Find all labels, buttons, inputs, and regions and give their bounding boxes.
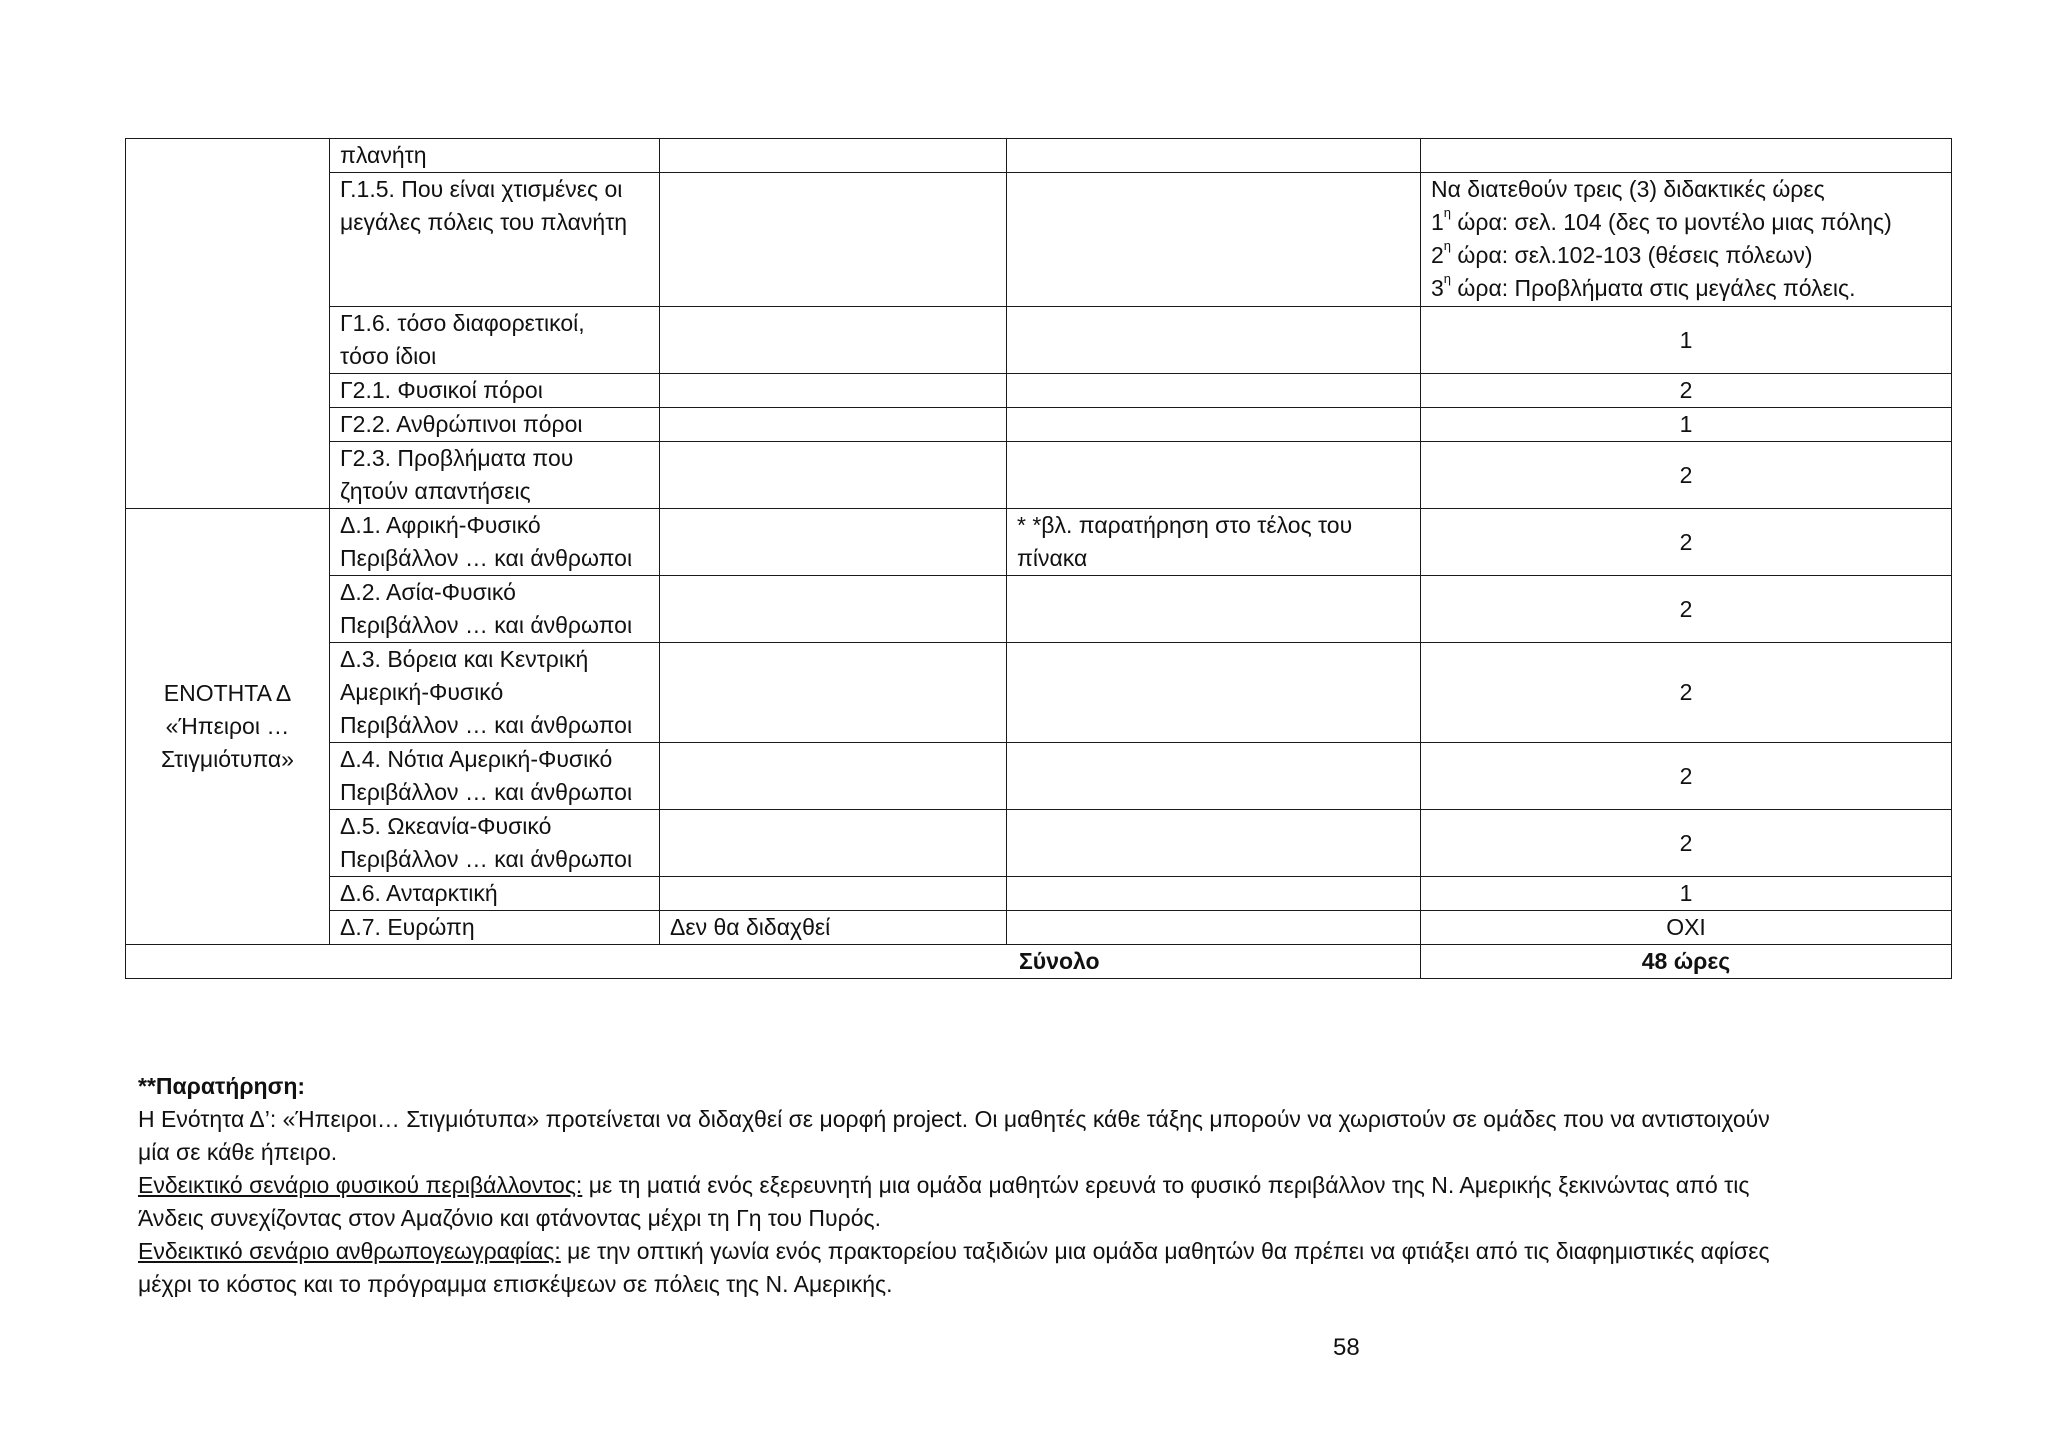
- hours-cell: 2: [1421, 576, 1952, 643]
- notes-cell: [660, 374, 1007, 408]
- remark-line: πίνακα: [1017, 545, 1088, 571]
- remarks-cell: [1007, 576, 1421, 643]
- topic-line: Γ1.6. τόσο διαφορετικοί,: [340, 310, 585, 336]
- remarks-cell: [1007, 877, 1421, 911]
- topic-cell: [330, 173, 660, 307]
- remarks-cell: [1007, 374, 1421, 408]
- table-row: [126, 173, 1952, 307]
- topic-cell: [330, 643, 660, 743]
- topic-cell: Δ.6. Ανταρκτική: [330, 877, 660, 911]
- notes-cell: [660, 173, 1007, 307]
- topic-line: Γ.1.5. Που είναι χτισμένες οι: [340, 176, 623, 202]
- topic-line: Δ.2. Ασία-Φυσικό: [340, 579, 516, 605]
- hours-cell: 1: [1421, 307, 1952, 374]
- table-row: [126, 743, 1952, 810]
- remarks-cell: [1007, 509, 1421, 576]
- hours-line-3: $3^\eta$ ώρα: Προβλήματα στις μεγάλες πόλεις.: [1431, 271, 1856, 301]
- unit-d-subtitle: Στιγμιότυπα»: [161, 746, 294, 772]
- hours-cell: 1: [1421, 877, 1952, 911]
- remarks-cell: [1007, 743, 1421, 810]
- notes-cell: [660, 442, 1007, 509]
- notes-cell: [660, 139, 1007, 173]
- topic-cell: [330, 743, 660, 810]
- hours-cell: [1421, 173, 1952, 307]
- topic-cell: Γ2.1. Φυσικοί πόροι: [330, 374, 660, 408]
- hours-cell: ΟΧΙ: [1421, 911, 1952, 945]
- topic-line: πλανήτη: [340, 142, 427, 168]
- topic-line: Δ.3. Βόρεια και Κεντρική: [340, 646, 589, 672]
- hours-cell: 1: [1421, 408, 1952, 442]
- remarks-cell: [1007, 911, 1421, 945]
- remarks-cell: [1007, 307, 1421, 374]
- table-row: [126, 307, 1952, 374]
- notes-heading: **Παρατήρηση:: [138, 1073, 306, 1099]
- hours-line-1: $1^\eta$ ώρα: σελ. 104 (δες το μοντέλο μιας πόλης): [1431, 205, 1892, 235]
- notes-cell: [660, 877, 1007, 911]
- remarks-cell: [1007, 442, 1421, 509]
- topic-line: ζητούν απαντήσεις: [340, 478, 531, 504]
- notes-cell: [660, 810, 1007, 877]
- notes-cell: [660, 307, 1007, 374]
- topic-line: Περιβάλλον … και άνθρωποι: [340, 779, 633, 805]
- topic-cell: [330, 810, 660, 877]
- hours-cell: 2: [1421, 442, 1952, 509]
- scenario-human-label: Ενδεικτικό σενάριο ανθρωπογεωγραφίας:: [138, 1238, 561, 1264]
- hours-cell: 2: [1421, 374, 1952, 408]
- topic-cell: Γ2.2. Ανθρώπινοι πόροι: [330, 408, 660, 442]
- hours-header: Να διατεθούν τρεις (3) διδακτικές ώρες: [1431, 176, 1825, 202]
- page-number: 58: [1333, 1334, 1360, 1361]
- scenario-physical: Ενδεικτικό σενάριο φυσικού περιβάλλοντος: με τη ματιά ενός εξερευνητή μια ομάδα μαθητών ερευνά το φυσικό περιβάλλον της Ν. Αμερικής ξεκινώντας από τις Άνδεις συνεχίζοντας στον Αμαζόνιο και φτάνοντας μέχρι τη Γη του Πυρός.: [138, 1172, 1750, 1231]
- table-row: [126, 911, 1952, 945]
- notes-section: [138, 1070, 1958, 1301]
- topic-line: Αμερική-Φυσικό: [340, 679, 504, 705]
- notes-cell: [660, 408, 1007, 442]
- topic-cell: [330, 139, 660, 173]
- remarks-cell: [1007, 408, 1421, 442]
- topic-line: Δ.5. Ωκεανία-Φυσικό: [340, 813, 552, 839]
- topic-line: Περιβάλλον … και άνθρωποι: [340, 846, 633, 872]
- unit-d-cell: [126, 509, 330, 945]
- topic-line: μεγάλες πόλεις του πλανήτη: [340, 209, 628, 235]
- topic-cell: [330, 509, 660, 576]
- remarks-cell: [1007, 173, 1421, 307]
- topic-cell: [330, 442, 660, 509]
- scenario-physical-label: Ενδεικτικό σενάριο φυσικού περιβάλλοντος:: [138, 1172, 583, 1198]
- notes-cell: [660, 576, 1007, 643]
- unit-cell-g: [126, 139, 330, 509]
- topic-cell: [330, 576, 660, 643]
- table-row: [126, 509, 1952, 576]
- topic-line: Περιβάλλον … και άνθρωποι: [340, 545, 633, 571]
- hours-cell: 2: [1421, 743, 1952, 810]
- topic-line: Περιβάλλον … και άνθρωποι: [340, 612, 633, 638]
- table-row: [126, 877, 1952, 911]
- topic-cell: Δ.7. Ευρώπη: [330, 911, 660, 945]
- unit-d-subtitle: «Ήπειροι …: [165, 713, 290, 739]
- hours-cell: 2: [1421, 810, 1952, 877]
- total-label: Σύνολο: [126, 945, 1421, 979]
- hours-cell: 2: [1421, 509, 1952, 576]
- notes-paragraph: Η Ενότητα Δ’: «Ήπειροι… Στιγμιότυπα» προτείνεται να διδαχθεί σε μορφή project. Οι μαθητές κάθε τάξης μπορούν να χωριστούν σε ομάδες που να αντιστοιχούν μία σε κάθε ήπειρο.: [138, 1106, 1770, 1165]
- notes-cell: [660, 509, 1007, 576]
- remark-line: * *βλ. παρατήρηση στο τέλος του: [1017, 512, 1353, 538]
- table-row: [126, 810, 1952, 877]
- notes-cell: [660, 743, 1007, 810]
- topic-line: Δ.1. Αφρική-Φυσικό: [340, 512, 541, 538]
- remarks-cell: [1007, 810, 1421, 877]
- notes-cell: Δεν θα διδαχθεί: [660, 911, 1007, 945]
- remarks-cell: [1007, 643, 1421, 743]
- topic-cell: [330, 307, 660, 374]
- table-row: [126, 408, 1952, 442]
- hours-cell: [1421, 139, 1952, 173]
- topic-line: τόσο ίδιοι: [340, 343, 437, 369]
- notes-cell: [660, 643, 1007, 743]
- table-row: [126, 139, 1952, 173]
- table-row: [126, 374, 1952, 408]
- scenario-human: Ενδεικτικό σενάριο ανθρωπογεωγραφίας: με την οπτική γωνία ενός πρακτορείου ταξιδιών μια ομάδα μαθητών θα πρέπει να φτιάξει από τις διαφημιστικές αφίσες μέχρι το κόστος και το πρόγραμμα επισκέψεων σε πόλεις της Ν. Αμερικής.: [138, 1238, 1770, 1297]
- topic-line: Δ.4. Νότια Αμερική-Φυσικό: [340, 746, 613, 772]
- total-row: [126, 945, 1952, 979]
- table-row: [126, 643, 1952, 743]
- hours-cell: 2: [1421, 643, 1952, 743]
- table-row: [126, 442, 1952, 509]
- topic-line: Γ2.3. Προβλήματα που: [340, 445, 574, 471]
- remarks-cell: [1007, 139, 1421, 173]
- table-row: [126, 576, 1952, 643]
- total-value: 48 ώρες: [1421, 945, 1952, 979]
- curriculum-table: [125, 138, 1952, 979]
- topic-line: Περιβάλλον … και άνθρωποι: [340, 712, 633, 738]
- hours-line-2: $2^\eta$ ώρα: σελ.102-103 (θέσεις πόλεων): [1431, 238, 1813, 268]
- unit-d-title: ΕΝΟΤΗΤΑ Δ: [163, 680, 292, 706]
